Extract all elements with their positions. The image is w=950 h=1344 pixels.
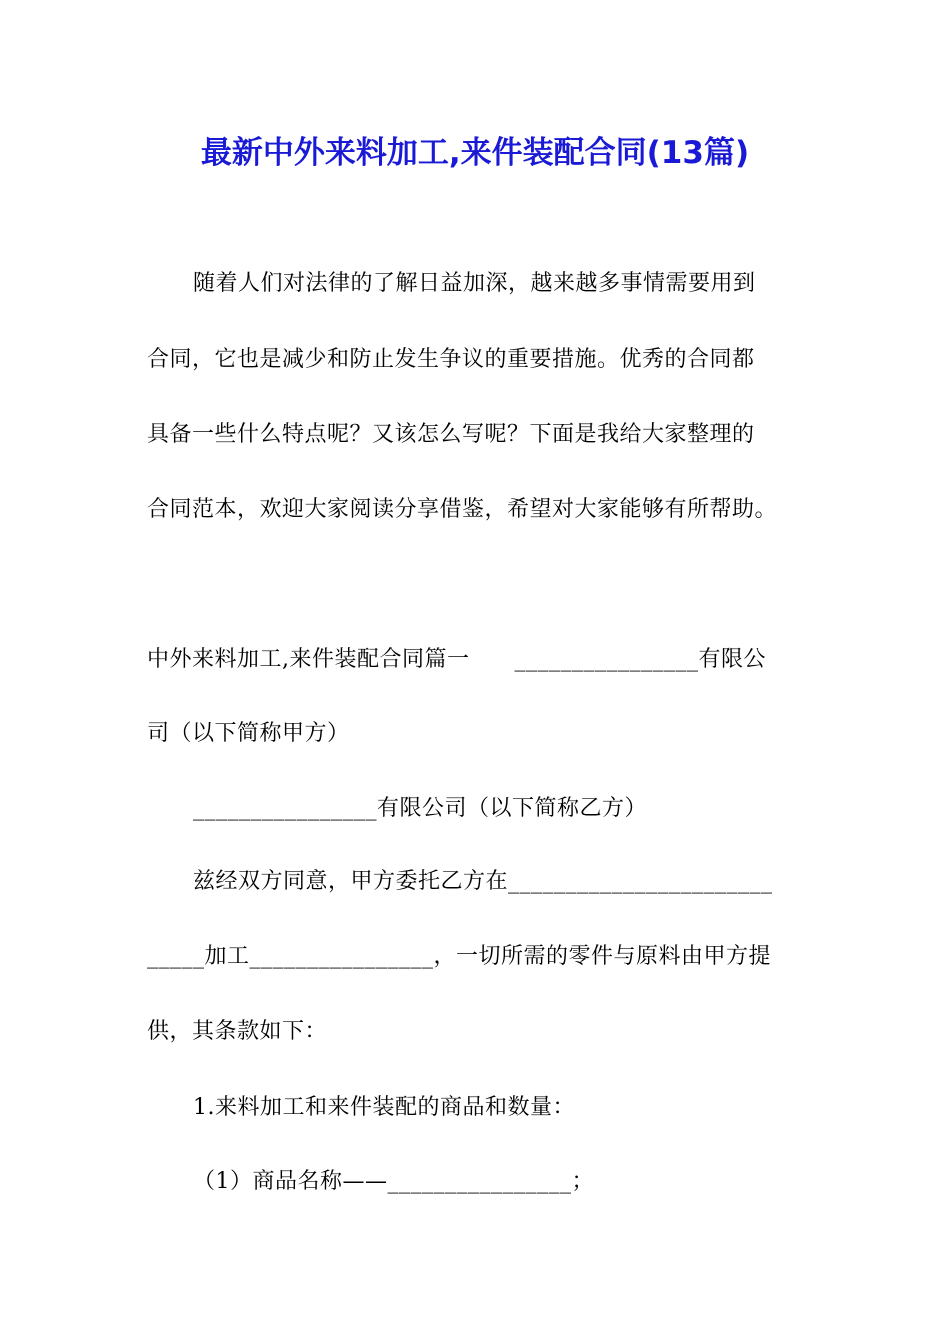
paragraph-line: 供，其条款如下：	[147, 1019, 328, 1044]
document-title: 最新中外来料加工,来件装配合同(13篇)	[200, 135, 750, 171]
paragraph-line: 合同，它也是减少和防止发生争议的重要措施。优秀的合同都	[147, 347, 755, 372]
paragraph-line: ________________有限公司（以下简称乙方）	[193, 796, 648, 821]
paragraph-line: 司（以下简称甲方）	[147, 721, 350, 746]
paragraph-line: 合同范本，欢迎大家阅读分享借鉴，希望对大家能够有所帮助。	[147, 497, 778, 522]
paragraph-line: 具备一些什么特点呢？又该怎么写呢？下面是我给大家整理的	[147, 422, 755, 447]
clause-item: （1）商品名称——________________；	[193, 1169, 594, 1194]
paragraph-line: 兹经双方同意，甲方委托乙方在_______________________	[193, 869, 773, 894]
paragraph-line: 随着人们对法律的了解日益加深，越来越多事情需要用到	[193, 271, 756, 296]
section-heading-line: 中外来料加工,来件装配合同篇一 ________________有限公	[147, 647, 766, 672]
paragraph-line: _____加工________________，一切所需的零件与原料由甲方提	[147, 944, 772, 969]
clause-heading: 1.来料加工和来件装配的商品和数量：	[193, 1095, 575, 1120]
